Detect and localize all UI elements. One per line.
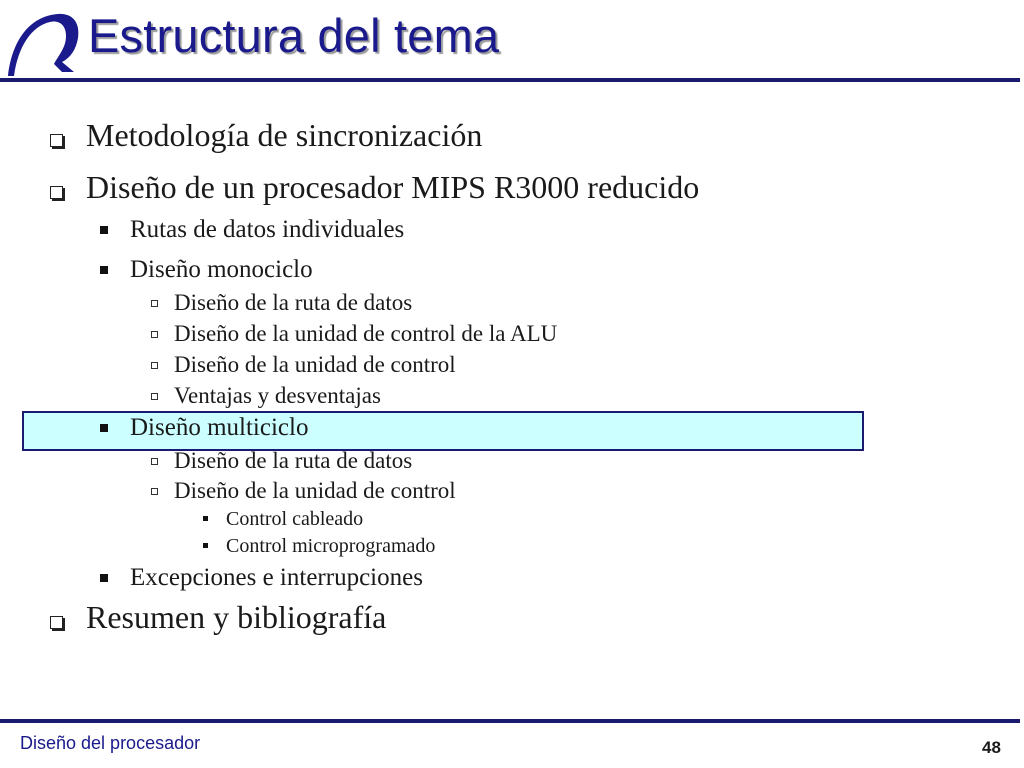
outline-item-level-4: Control cableado (226, 508, 364, 530)
small-square-bullet-icon (151, 458, 158, 465)
footer-course-title: Diseño del procesador (20, 733, 201, 753)
outline-item-level-4: Control microprogramado (226, 535, 436, 557)
square-bullet-icon (50, 186, 63, 199)
square-bullet-icon (50, 616, 63, 629)
small-filled-square-bullet-icon (203, 543, 208, 548)
outline-item-level-2: Rutas de datos individuales (130, 216, 405, 243)
outline-item-level-3: Diseño de la unidad de control (174, 478, 456, 503)
small-square-bullet-icon (151, 362, 158, 369)
outline-item-level-3: Diseño de la unidad de control (174, 352, 456, 377)
small-square-bullet-icon (151, 331, 158, 338)
title-divider (0, 78, 1020, 82)
outline-item-level-1: Metodología de sincronización (86, 117, 483, 153)
square-bullet-icon (50, 134, 63, 147)
filled-square-bullet-icon (100, 574, 108, 582)
outline-item-level-3: Diseño de la ruta de datos (174, 448, 413, 473)
outline-item-level-2: Diseño monociclo (130, 256, 313, 283)
slide-title: Estructura del tema (88, 9, 500, 62)
filled-square-bullet-icon (100, 226, 108, 234)
filled-square-bullet-icon (100, 424, 108, 432)
logo-icon (4, 10, 82, 78)
outline-item-level-2: Diseño multiciclo (130, 414, 309, 441)
footer-divider (0, 719, 1020, 723)
small-square-bullet-icon (151, 393, 158, 400)
small-filled-square-bullet-icon (203, 516, 208, 521)
outline-item-level-3: Diseño de la unidad de control de la ALU (174, 321, 558, 346)
small-square-bullet-icon (151, 488, 158, 495)
page-number: 48 (982, 738, 1001, 757)
small-square-bullet-icon (151, 300, 158, 307)
outline-item-level-3: Ventajas y desventajas (174, 383, 381, 408)
outline-item-level-1: Resumen y bibliografía (86, 599, 387, 635)
outline-item-level-3: Diseño de la ruta de datos (174, 290, 413, 315)
filled-square-bullet-icon (100, 266, 108, 274)
outline-item-level-2: Excepciones e interrupciones (130, 564, 423, 591)
outline-item-level-1: Diseño de un procesador MIPS R3000 reducido (86, 169, 700, 205)
